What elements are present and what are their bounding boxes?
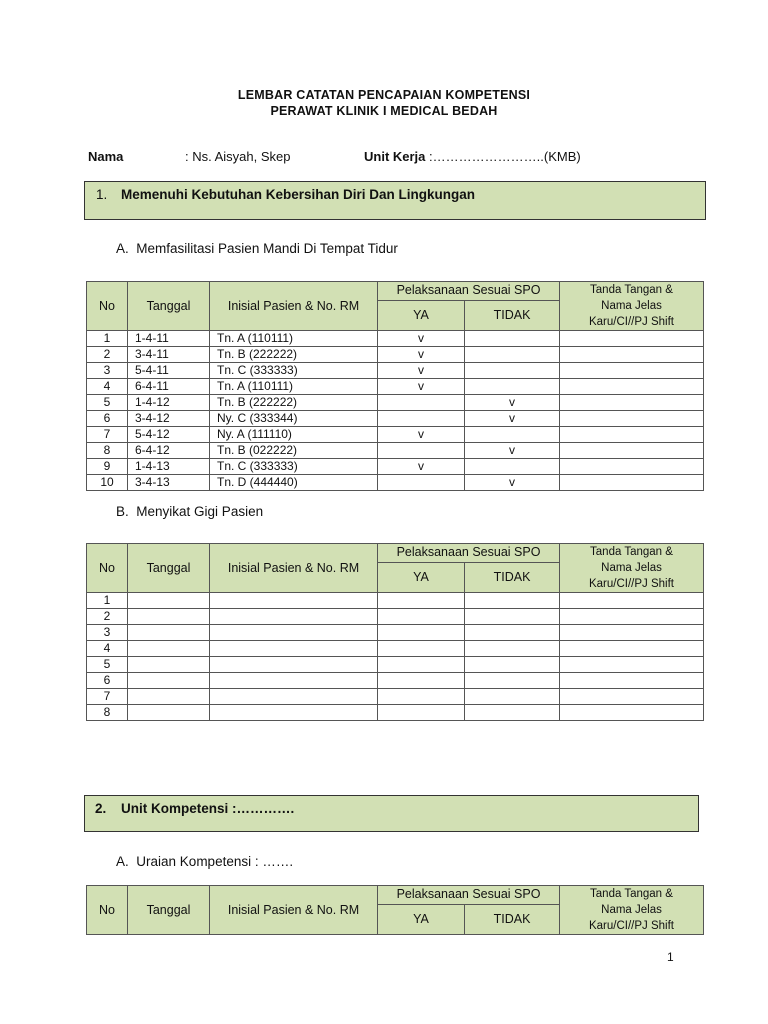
- document-title-line1: LEMBAR CATATAN PENCAPAIAN KOMPETENSI: [237, 88, 531, 102]
- col-pelaksanaan: Pelaksanaan Sesuai SPO: [378, 282, 560, 301]
- section-1-title: Memenuhi Kebutuhan Kebersihan Diri Dan Lingkungan: [121, 187, 476, 202]
- row-tidak: v: [465, 475, 560, 491]
- row-inisial: [210, 689, 378, 705]
- table-row: [87, 347, 704, 363]
- nama-label: Nama: [88, 149, 124, 164]
- row-ya: [378, 593, 465, 609]
- table-row: [87, 443, 704, 459]
- row-no: 7: [87, 427, 128, 443]
- row-ya: v: [378, 347, 465, 363]
- row-tanggal: [128, 689, 210, 705]
- row-tidak: [465, 379, 560, 395]
- col-tanda-tangan: Tanda Tangan & Nama Jelas Karu/CI//PJ Shift: [560, 886, 704, 935]
- row-tanggal: 3-4-13: [128, 475, 210, 491]
- table-row: [87, 475, 704, 491]
- row-no: 2: [87, 609, 128, 625]
- table-row: [87, 411, 704, 427]
- row-no: 9: [87, 459, 128, 475]
- row-inisial: Tn. D (444440): [210, 475, 378, 491]
- row-inisial: [210, 673, 378, 689]
- document-title-line2: PERAWAT KLINIK I MEDICAL BEDAH: [270, 104, 498, 118]
- subsection-a-heading: A. Memfasilitasi Pasien Mandi Di Tempat Tidur: [116, 241, 398, 256]
- row-tidak: v: [465, 443, 560, 459]
- row-tidak: [465, 641, 560, 657]
- table-row: [87, 379, 704, 395]
- row-ya: [378, 395, 465, 411]
- row-inisial: [210, 705, 378, 721]
- row-no: 8: [87, 443, 128, 459]
- row-tidak: [465, 347, 560, 363]
- row-tidak: [465, 689, 560, 705]
- row-tanda-tangan: [560, 689, 704, 705]
- row-no: 3: [87, 363, 128, 379]
- row-inisial: Tn. B (022222): [210, 443, 378, 459]
- row-tidak: [465, 625, 560, 641]
- row-tanggal: 5-4-12: [128, 427, 210, 443]
- row-tanggal: [128, 673, 210, 689]
- row-tanggal: 6-4-11: [128, 379, 210, 395]
- col-tanggal: Tanggal: [128, 886, 210, 935]
- row-inisial: [210, 641, 378, 657]
- section-2-header: [84, 795, 699, 832]
- row-inisial: Ny. C (333344): [210, 411, 378, 427]
- col-inisial: Inisial Pasien & No. RM: [210, 544, 378, 593]
- row-ya: [378, 443, 465, 459]
- col-ya: YA: [378, 904, 465, 934]
- col-tanda-tangan: Tanda Tangan & Nama Jelas Karu/CI//PJ Shift: [560, 282, 704, 331]
- subsection-b-title: Menyikat Gigi Pasien: [136, 504, 264, 519]
- row-tidak: [465, 593, 560, 609]
- row-no: 7: [87, 689, 128, 705]
- subsection-a-title: Memfasilitasi Pasien Mandi Di Tempat Tidur: [136, 241, 398, 256]
- col-tidak: TIDAK: [465, 300, 560, 330]
- col-tidak: TIDAK: [465, 904, 560, 934]
- row-inisial: Tn. C (333333): [210, 363, 378, 379]
- unit-kerja-value: :……………………..(KMB): [429, 149, 581, 164]
- row-inisial: [210, 657, 378, 673]
- unit-kerja: Unit Kerja :……………………..(KMB): [364, 149, 581, 164]
- row-tanggal: [128, 705, 210, 721]
- row-tanggal: 3-4-11: [128, 347, 210, 363]
- row-inisial: Tn. B (222222): [210, 395, 378, 411]
- row-tanggal: 5-4-11: [128, 363, 210, 379]
- row-no: 1: [87, 331, 128, 347]
- row-tanggal: 1-4-12: [128, 395, 210, 411]
- row-no: 10: [87, 475, 128, 491]
- row-tanda-tangan: [560, 593, 704, 609]
- row-tidak: [465, 331, 560, 347]
- table-row: [87, 689, 704, 705]
- col-tanggal: Tanggal: [128, 282, 210, 331]
- row-tidak: v: [465, 411, 560, 427]
- row-tanda-tangan: [560, 395, 704, 411]
- col-no: No: [87, 282, 128, 331]
- table-row: [87, 331, 704, 347]
- row-tanggal: [128, 641, 210, 657]
- row-tanda-tangan: [560, 379, 704, 395]
- row-tanggal: 6-4-12: [128, 443, 210, 459]
- row-no: 2: [87, 347, 128, 363]
- row-tanggal: 3-4-12: [128, 411, 210, 427]
- col-tidak: TIDAK: [465, 562, 560, 592]
- row-ya: [378, 641, 465, 657]
- row-tanda-tangan: [560, 657, 704, 673]
- row-ya: [378, 689, 465, 705]
- table-row: [87, 459, 704, 475]
- row-tidak: [465, 673, 560, 689]
- table-row: [87, 427, 704, 443]
- col-tanda-tangan: Tanda Tangan & Nama Jelas Karu/CI//PJ Shift: [560, 544, 704, 593]
- table-row: [87, 705, 704, 721]
- row-inisial: [210, 609, 378, 625]
- row-tidak: [465, 609, 560, 625]
- row-ya: [378, 609, 465, 625]
- row-inisial: Tn. C (333333): [210, 459, 378, 475]
- table-c: [86, 885, 704, 935]
- row-ya: [378, 673, 465, 689]
- row-tanda-tangan: [560, 411, 704, 427]
- row-no: 6: [87, 673, 128, 689]
- row-tidak: [465, 657, 560, 673]
- row-tidak: [465, 705, 560, 721]
- row-no: 8: [87, 705, 128, 721]
- page-number: 1: [667, 950, 674, 964]
- col-ya: YA: [378, 562, 465, 592]
- section-2-title: Unit Kompetensi :………….: [121, 801, 295, 816]
- row-no: 1: [87, 593, 128, 609]
- row-tanda-tangan: [560, 609, 704, 625]
- row-tanda-tangan: [560, 625, 704, 641]
- row-tanda-tangan: [560, 427, 704, 443]
- table-b: [86, 543, 704, 721]
- col-no: No: [87, 544, 128, 593]
- section-2-number: 2.: [95, 801, 107, 816]
- col-inisial: Inisial Pasien & No. RM: [210, 282, 378, 331]
- row-ya: v: [378, 363, 465, 379]
- table-row: [87, 625, 704, 641]
- table-row: [87, 395, 704, 411]
- row-inisial: Ny. A (111110): [210, 427, 378, 443]
- row-tanda-tangan: [560, 641, 704, 657]
- col-pelaksanaan: Pelaksanaan Sesuai SPO: [378, 544, 560, 563]
- row-tanggal: 1-4-13: [128, 459, 210, 475]
- section-1-number: 1.: [96, 187, 108, 202]
- row-inisial: Tn. B (222222): [210, 347, 378, 363]
- row-tidak: [465, 427, 560, 443]
- row-no: 6: [87, 411, 128, 427]
- row-no: 5: [87, 657, 128, 673]
- col-inisial: Inisial Pasien & No. RM: [210, 886, 378, 935]
- row-tanda-tangan: [560, 475, 704, 491]
- col-pelaksanaan: Pelaksanaan Sesuai SPO: [378, 886, 560, 905]
- row-no: 5: [87, 395, 128, 411]
- row-tanda-tangan: [560, 347, 704, 363]
- col-ya: YA: [378, 300, 465, 330]
- row-no: 4: [87, 641, 128, 657]
- col-tanggal: Tanggal: [128, 544, 210, 593]
- row-tanda-tangan: [560, 331, 704, 347]
- table-row: [87, 363, 704, 379]
- row-tanda-tangan: [560, 705, 704, 721]
- section-1-header: [84, 181, 706, 220]
- table-row: [87, 673, 704, 689]
- row-inisial: Tn. A (110111): [210, 331, 378, 347]
- table-row: [87, 593, 704, 609]
- row-tanda-tangan: [560, 443, 704, 459]
- row-ya: [378, 475, 465, 491]
- row-ya: v: [378, 331, 465, 347]
- row-ya: v: [378, 379, 465, 395]
- table-row: [87, 641, 704, 657]
- subsection-b-heading: B. Menyikat Gigi Pasien: [116, 504, 264, 519]
- row-ya: [378, 705, 465, 721]
- row-ya: [378, 657, 465, 673]
- table-a: [86, 281, 704, 491]
- row-tanggal: [128, 657, 210, 673]
- row-tanggal: [128, 609, 210, 625]
- row-tanggal: [128, 593, 210, 609]
- row-ya: v: [378, 427, 465, 443]
- row-tanggal: [128, 625, 210, 641]
- row-ya: [378, 411, 465, 427]
- row-no: 3: [87, 625, 128, 641]
- row-tanda-tangan: [560, 673, 704, 689]
- row-tidak: [465, 459, 560, 475]
- row-tanda-tangan: [560, 363, 704, 379]
- row-tanggal: 1-4-11: [128, 331, 210, 347]
- row-ya: [378, 625, 465, 641]
- nama-value: : Ns. Aisyah, Skep: [185, 149, 291, 164]
- section-2-subsection-a-title: Uraian Kompetensi : …….: [136, 854, 294, 869]
- row-no: 4: [87, 379, 128, 395]
- table-row: [87, 609, 704, 625]
- row-inisial: Tn. A (110111): [210, 379, 378, 395]
- row-tidak: v: [465, 395, 560, 411]
- row-inisial: [210, 593, 378, 609]
- section-2-subsection-a-heading: A. Uraian Kompetensi : …….: [116, 854, 294, 869]
- row-tanda-tangan: [560, 459, 704, 475]
- row-ya: v: [378, 459, 465, 475]
- col-no: No: [87, 886, 128, 935]
- row-tidak: [465, 363, 560, 379]
- table-row: [87, 657, 704, 673]
- row-inisial: [210, 625, 378, 641]
